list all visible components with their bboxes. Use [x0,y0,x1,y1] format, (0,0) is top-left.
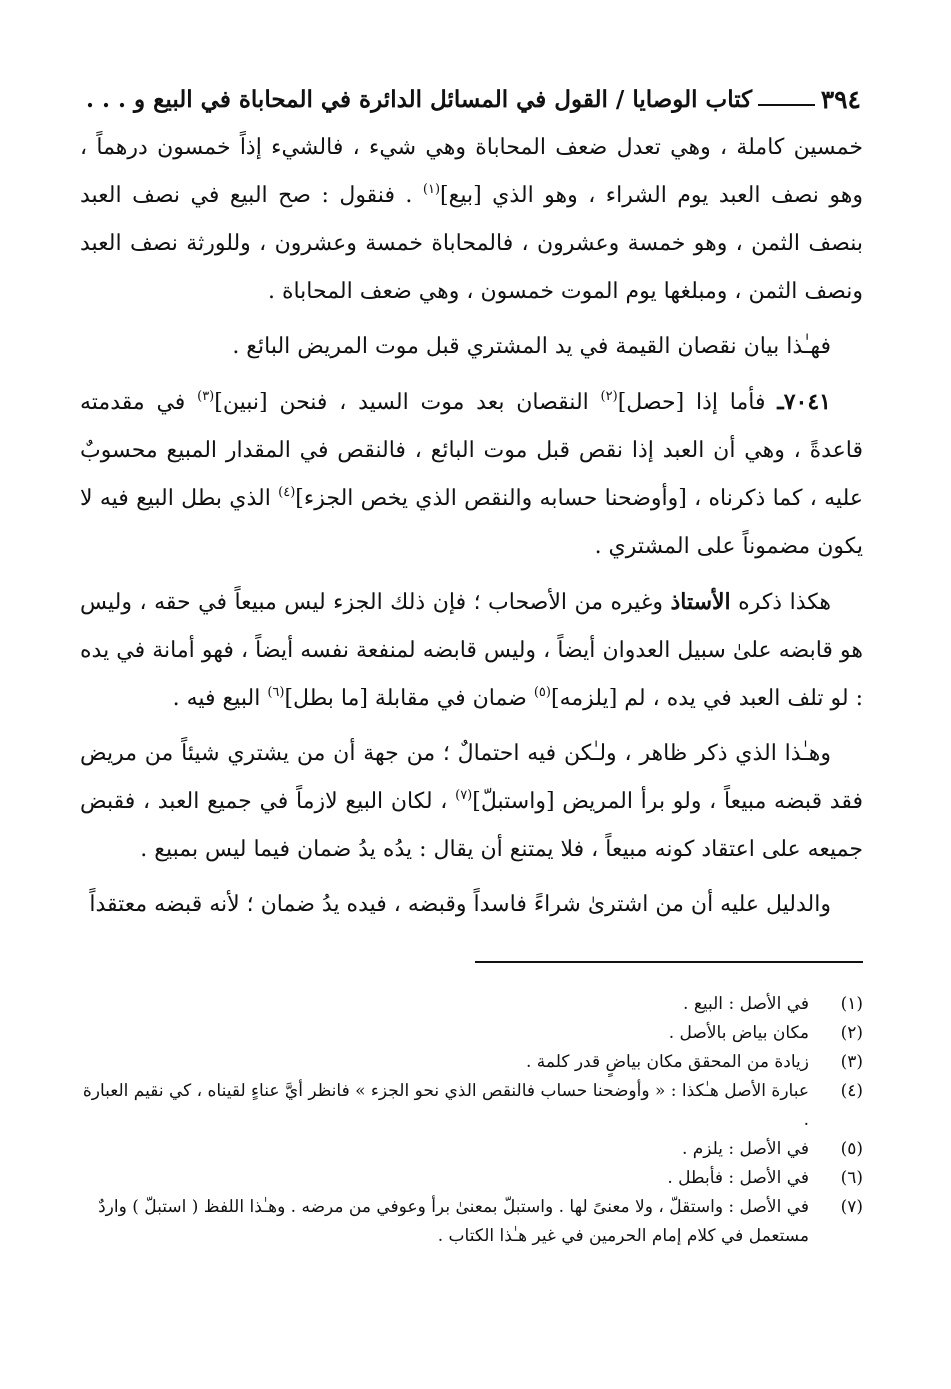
footnote-text: في الأصل : يلزم . [681,1139,809,1159]
footnotes [80,990,863,1251]
footnote-number: (١) [840,994,863,1014]
footnote-text: في الأصل : البيع . [683,994,809,1014]
paragraph-3 [80,378,863,571]
text-run: هكذا ذكره [730,590,831,615]
footnote-item [80,1019,863,1048]
paragraph-6: والدليل عليه أن من اشترىٰ شراءً فاسداً وقبضه ، فيده يدُ ضمان ؛ لأنه قبضه معتقداً [89,892,831,917]
footnote-ref-2: (٢) [600,389,618,404]
text-run: وهـٰذا الذي ذكر ظاهر ، ولـٰكن فيه احتمالٌ ؛ من جهة أن من يشتري شيئاً من مريض فقد قبضه مبيعاً ، ولو برأ المريض [واستبلّ] [80,741,863,814]
text-run: ضمان في مقابلة [ما بطل] [284,686,534,711]
footnote-item [80,1048,863,1077]
footnote-number: (٢) [840,1023,863,1043]
bold-term: الأستاذ [670,589,731,615]
paragraph-4 [80,578,863,723]
footnote-item [80,990,863,1019]
main-text [80,124,863,929]
text-run: الذي بطل البيع فيه لا يكون مضموناً على المشتري . [80,486,863,559]
footnote-number: (٣) [840,1052,863,1072]
text-run: ، لكان البيع لازماً في جميع العبد ، فقبض جميعه على اعتقاد كونه مبيعاً ، فلا يمتنع أن يقال : يدُه يدُ ضمان فيما ليس بمبيع . [80,789,863,862]
paragraph-1 [80,124,863,316]
footnote-ref-5: (٥) [533,685,551,700]
footnote-number: (٤) [840,1081,863,1101]
running-title: كتاب الوصايا / القول في المسائل الدائرة في المحاباة في البيع و . . . [86,85,753,113]
footnote-item [80,1135,863,1164]
footnote-number: (٧) [840,1197,863,1217]
text-run: البيع فيه . [172,686,268,711]
footnote-item [80,1077,863,1135]
text-run: النقصان بعد موت السيد ، فنحن [نبين] [214,390,601,415]
footnote-text: في الأصل : واستقلّ ، ولا معنىً لها . واستبلّ بمعنىٰ برأ وعوفي من مرضه . وهـٰذا اللفظ ( استبلّ ) واردٌ مستعمل في كلام إمام الحرمين في غير هـٰذا الكتاب . [98,1197,809,1246]
footnote-ref-3: (٣) [197,389,215,404]
footnote-divider [475,961,863,963]
text-run: في مقدمته قاعدةً ، وهي أن العبد إذا نقص قبل موت البائع ، فالنقص في المقدار المبيع محسوبٌ عليه ، كما ذكرناه ، [وأوضحنا حسابه والنقص الذي يخص الجزء] [80,390,863,511]
text-run: فأما إذا [حصل] [617,390,778,415]
paragraph-5 [80,730,863,874]
header-rule [758,104,815,106]
footnote-item [80,1164,863,1193]
footnote-number: (٥) [840,1139,863,1159]
footnote-text: في الأصل : فأبطل . [667,1168,809,1188]
footnote-item [80,1193,863,1251]
paragraph-2: فهـٰذا بيان نقصان القيمة في يد المشتري قبل موت المريض البائع . [232,334,831,359]
footnote-ref-6: (٦) [267,685,285,700]
text-run: وغيره من الأصحاب ؛ فإن ذلك الجزء ليس مبيعاً في حقه ، وليس هو قابضه علىٰ سبيل العدوان أيضاً ، وليس قابضه لمنفعة نفسه أيضاً ، فهو أمانة في يده : لو تلف العبد في يده ، لم [يلزمه] [80,590,863,711]
page-number: ٣٩٤ [820,84,861,114]
footnote-ref-4: (٤) [278,485,296,500]
footnote-ref-7: (٧) [455,788,473,803]
text-run: . فنقول : صح البيع في نصف العبد بنصف الثمن ، وهو خمسة وعشرون ، فالمحاباة خمسة وعشرون ، وللورثة نصف العبد ونصف الثمن ، ومبلغها يوم الموت خمسون ، وهي ضعف المحاباة . [80,183,863,304]
footnote-ref-1: (١) [422,182,441,197]
section-number: ٧٠٤١ـ [777,389,831,415]
footnote-text: مكان بياض بالأصل . [668,1023,809,1043]
footnote-text: زيادة من المحقق مكان بياضٍ قدر كلمة . [525,1052,809,1072]
footnote-number: (٦) [840,1168,863,1188]
running-header [86,82,861,116]
text-run: خمسين كاملة ، وهي تعدل ضعف المحاباة وهي شيء ، فالشيء إذاً خمسون درهماً ، وهو نصف العبد يوم الشراء ، وهو الذي [بيع] [80,135,863,208]
footnote-text: عبارة الأصل هـٰكذا : « وأوضحنا حساب فالنقص الذي نحو الجزء » فانظر أيَّ عناءٍ لقيناه ، كي نقيم العبارة . [82,1081,809,1130]
